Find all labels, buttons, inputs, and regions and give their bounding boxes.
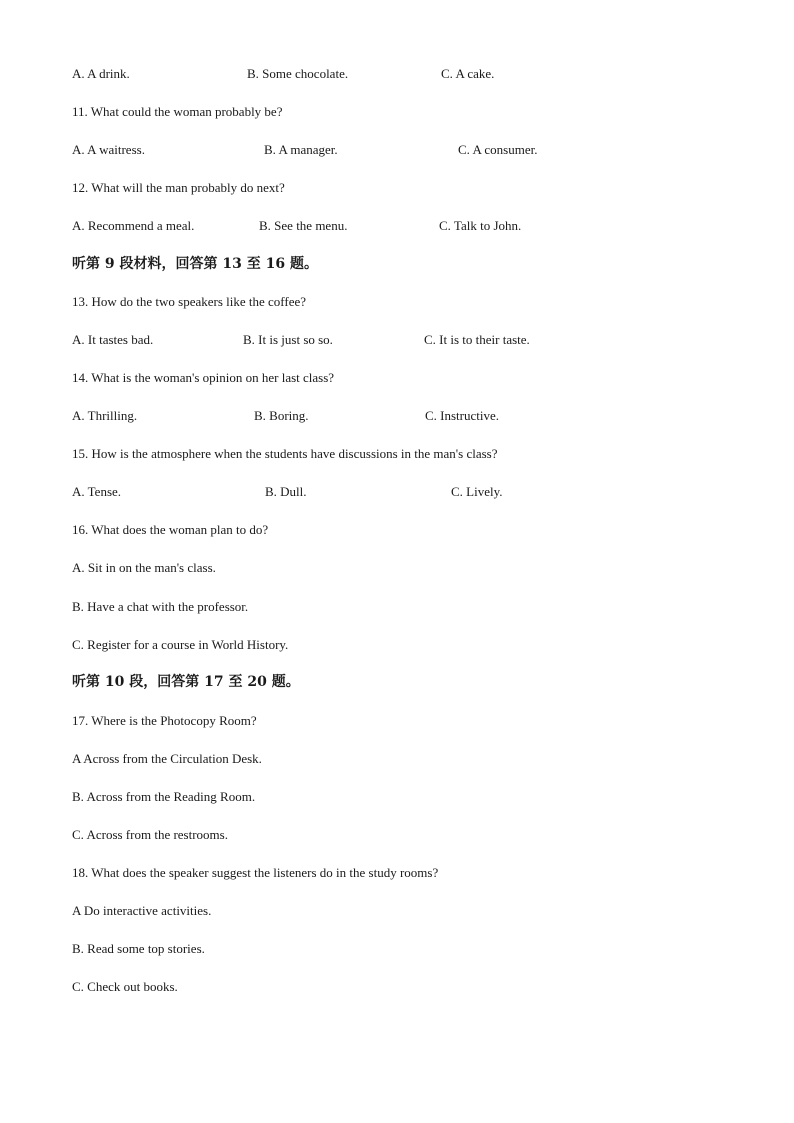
- q14-option-b: B. Boring.: [254, 408, 309, 423]
- q15-option-a: A. Tense.: [72, 484, 122, 499]
- q14-option-a: A. Thrilling.: [72, 408, 138, 423]
- q15-question: 15. How is the atmosphere when the students have discussions in the man's class?: [72, 446, 498, 461]
- q14-question: 14. What is the woman's opinion on her last class?: [72, 370, 335, 385]
- q13-option-b: B. It is just so so.: [243, 332, 333, 347]
- q11-option-b: B. A manager.: [264, 142, 338, 157]
- q13-option-a: A. It tastes bad.: [72, 332, 154, 347]
- q18-option-b: B. Read some top stories.: [72, 941, 205, 956]
- q10-option-b: B. Some chocolate.: [247, 66, 349, 81]
- q18-option-c: C. Check out books.: [72, 979, 178, 994]
- q11-option-a: A. A waitress.: [72, 142, 145, 157]
- q15-option-b: B. Dull.: [265, 484, 307, 499]
- q12-option-c: C. Talk to John.: [439, 218, 522, 233]
- q18-option-a: A Do interactive activities.: [72, 903, 212, 918]
- q11-question: 11. What could the woman probably be?: [72, 104, 283, 119]
- q12-option-a: A. Recommend a meal.: [72, 218, 195, 233]
- q17-option-c: C. Across from the restrooms.: [72, 827, 228, 842]
- q17-option-a: A Across from the Circulation Desk.: [72, 751, 262, 766]
- q16-question: 16. What does the woman plan to do?: [72, 522, 269, 537]
- q10-option-a: A. A drink.: [72, 66, 130, 81]
- q12-option-b: B. See the menu.: [259, 218, 348, 233]
- q11-option-c: C. A consumer.: [458, 142, 538, 157]
- q18-question: 18. What does the speaker suggest the listeners do in the study rooms?: [72, 865, 439, 880]
- section-10-heading: 听第 10 段，回答第 17 至 20 题。: [72, 674, 300, 690]
- q17-option-b: B. Across from the Reading Room.: [72, 789, 256, 804]
- q13-question: 13. How do the two speakers like the coffee?: [72, 294, 307, 309]
- q16-option-c: C. Register for a course in World History.: [72, 637, 289, 652]
- q13-option-c: C. It is to their taste.: [424, 332, 530, 347]
- q10-option-c: C. A cake.: [441, 66, 495, 81]
- q14-option-c: C. Instructive.: [425, 408, 500, 423]
- section-9-heading: 听第 9 段材料，回答第 13 至 16 题。: [72, 256, 318, 272]
- q16-option-a: A. Sit in on the man's class.: [72, 560, 216, 575]
- q12-question: 12. What will the man probably do next?: [72, 180, 285, 195]
- q16-option-b: B. Have a chat with the professor.: [72, 599, 249, 614]
- q15-option-c: C. Lively.: [451, 484, 503, 499]
- q17-question: 17. Where is the Photocopy Room?: [72, 713, 257, 728]
